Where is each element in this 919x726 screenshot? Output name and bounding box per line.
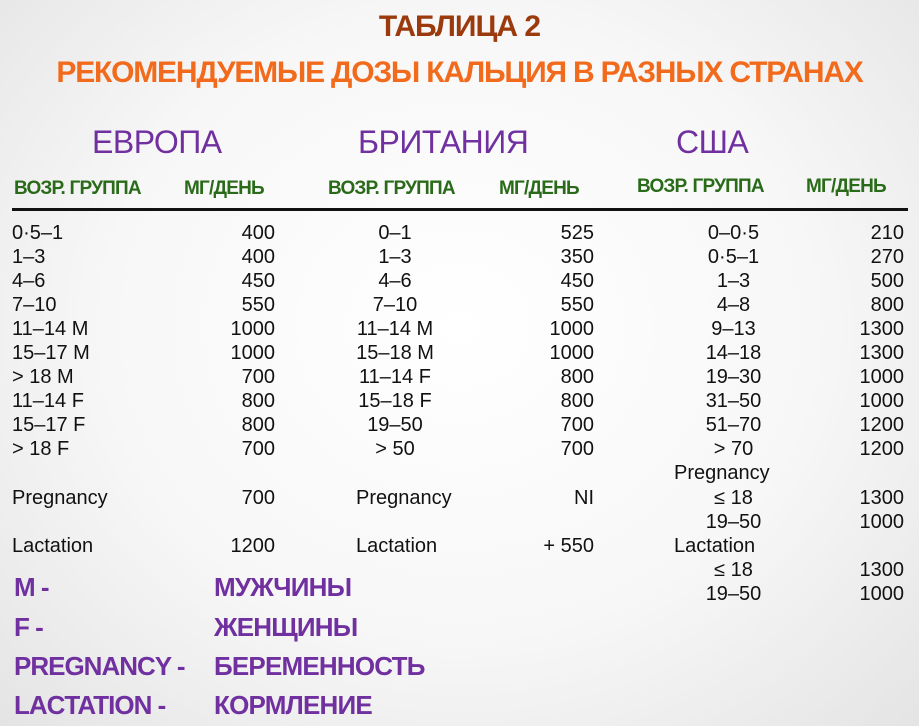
britain-dose-cell: 525 xyxy=(560,222,594,244)
legend-value-f: ЖЕНЩИНЫ xyxy=(214,612,358,642)
country-usa: США xyxy=(676,124,749,160)
usa-dose-cell: 1200 xyxy=(859,414,904,436)
header-rule xyxy=(12,208,908,211)
europe-dose-cell: 400 xyxy=(241,222,275,244)
usa-age-cell: 4–8 xyxy=(716,294,751,316)
usa-dose-cell: 270 xyxy=(870,246,904,268)
europe-age-cell: Pregnancy xyxy=(12,487,108,509)
britain-age-cell: 4–6 xyxy=(378,270,412,292)
europe-age-cell: 15–17 F xyxy=(12,414,86,436)
usa-dose-header: МГ/ДЕНЬ xyxy=(806,176,886,197)
britain-dose-cell: 350 xyxy=(560,246,594,268)
usa-dose-cell: 1000 xyxy=(859,390,904,412)
europe-age-cell: 11–14 F xyxy=(12,390,84,412)
britain-dose-cell: NI xyxy=(574,487,594,509)
usa-dose-cell: 500 xyxy=(870,270,904,292)
usa-subheading: Lactation xyxy=(674,535,756,557)
usa-age-cell: 1–3 xyxy=(716,270,751,292)
britain-dose-cell: 1000 xyxy=(549,318,594,340)
legend-value-lactation: КОРМЛЕНИЕ xyxy=(214,690,372,720)
legend-value-pregnancy: БЕРЕМЕННОСТЬ xyxy=(214,651,425,681)
britain-age-cell: 15–18 M xyxy=(356,342,434,364)
britain-age-cell: 19–50 xyxy=(367,414,423,436)
europe-age-cell: 11–14 M xyxy=(12,318,89,340)
europe-age-header: ВОЗР. ГРУППА xyxy=(14,178,141,199)
britain-age-cell: Pregnancy xyxy=(356,487,452,509)
europe-dose-cell: 1000 xyxy=(230,318,275,340)
usa-age-cell: 19–50 xyxy=(705,583,762,605)
usa-age-cell: 51–70 xyxy=(705,414,762,436)
usa-dose-cell: 210 xyxy=(870,222,904,244)
europe-age-cell: 0·5–1 xyxy=(12,222,64,244)
usa-dose-cell: 1000 xyxy=(859,511,904,533)
europe-dose-cell: 800 xyxy=(241,390,275,412)
britain-age-cell: 1–3 xyxy=(378,246,412,268)
britain-dose-cell: 800 xyxy=(560,390,594,412)
britain-age-cell: 7–10 xyxy=(372,294,418,316)
britain-dose-header: МГ/ДЕНЬ xyxy=(499,178,579,199)
britain-age-cell: 11–14 F xyxy=(359,366,431,388)
europe-dose-cell: 700 xyxy=(241,366,275,388)
usa-age-cell: 0·5–1 xyxy=(707,246,760,268)
europe-age-cell: Lactation xyxy=(12,535,94,557)
europe-dose-cell: 800 xyxy=(241,414,275,436)
usa-dose-cell: 1300 xyxy=(859,559,904,581)
usa-age-header: ВОЗР. ГРУППА xyxy=(637,176,764,197)
usa-age-cell: 0–0·5 xyxy=(707,222,760,244)
usa-dose-cell: 1000 xyxy=(859,583,904,605)
usa-dose-cell: 1000 xyxy=(859,366,904,388)
europe-age-cell: 1–3 xyxy=(12,246,46,268)
britain-dose-cell: 1000 xyxy=(549,342,594,364)
usa-age-cell: 31–50 xyxy=(705,390,762,412)
britain-age-cell: 15–18 F xyxy=(358,390,432,412)
britain-dose-cell: + 550 xyxy=(543,535,594,557)
table-number-title: ТАБЛИЦА 2 xyxy=(378,10,541,43)
legend-key-f: F - xyxy=(14,612,43,642)
europe-dose-cell: 700 xyxy=(241,438,275,460)
legend-key-pregnancy: PREGNANCY - xyxy=(14,651,185,681)
usa-dose-cell: 1200 xyxy=(859,438,904,460)
usa-dose-cell: 800 xyxy=(870,294,904,316)
britain-age-header: ВОЗР. ГРУППА xyxy=(328,178,455,199)
britain-age-cell: Lactation xyxy=(356,535,438,557)
country-britain: БРИТАНИЯ xyxy=(358,124,529,160)
europe-dose-cell: 450 xyxy=(241,270,275,292)
legend-key-m: M - xyxy=(14,572,49,602)
europe-age-cell: 7–10 xyxy=(12,294,57,316)
legend-key-lactation: LACTATION - xyxy=(14,690,166,720)
europe-dose-header: МГ/ДЕНЬ xyxy=(184,178,264,199)
europe-dose-cell: 700 xyxy=(241,487,275,509)
usa-dose-cell: 1300 xyxy=(859,487,904,509)
usa-dose-cell: 1300 xyxy=(859,342,904,364)
usa-dose-cell: 1300 xyxy=(859,318,904,340)
usa-age-cell: 14–18 xyxy=(705,342,762,364)
europe-age-cell: 15–17 M xyxy=(12,342,90,364)
europe-dose-cell: 1000 xyxy=(230,342,275,364)
britain-age-cell: 0–1 xyxy=(378,222,412,244)
britain-dose-cell: 450 xyxy=(560,270,594,292)
europe-dose-cell: 1200 xyxy=(230,535,275,557)
usa-age-cell: 19–30 xyxy=(705,366,762,388)
europe-dose-cell: 400 xyxy=(241,246,275,268)
britain-dose-cell: 800 xyxy=(560,366,594,388)
europe-age-cell: 4–6 xyxy=(12,270,46,292)
usa-age-cell: 19–50 xyxy=(705,511,762,533)
britain-age-cell: 11–14 M xyxy=(356,318,434,340)
usa-age-cell: ≤ 18 xyxy=(714,487,753,509)
usa-age-cell: 9–13 xyxy=(711,318,756,340)
europe-dose-cell: 550 xyxy=(241,294,275,316)
usa-age-cell: > 70 xyxy=(713,438,754,460)
usa-age-cell: ≤ 18 xyxy=(714,559,753,581)
country-europe: ЕВРОПА xyxy=(92,124,222,160)
europe-age-cell: > 18 F xyxy=(12,438,70,460)
usa-subheading: Pregnancy xyxy=(674,462,770,484)
britain-age-cell: > 50 xyxy=(375,438,415,460)
europe-age-cell: > 18 M xyxy=(12,366,74,388)
table-title: РЕКОМЕНДУЕМЫЕ ДОЗЫ КАЛЬЦИЯ В РАЗНЫХ СТРАНАХ xyxy=(56,56,863,89)
britain-dose-cell: 550 xyxy=(560,294,594,316)
legend-value-m: МУЖЧИНЫ xyxy=(214,572,352,602)
britain-dose-cell: 700 xyxy=(560,414,594,436)
britain-dose-cell: 700 xyxy=(560,438,594,460)
